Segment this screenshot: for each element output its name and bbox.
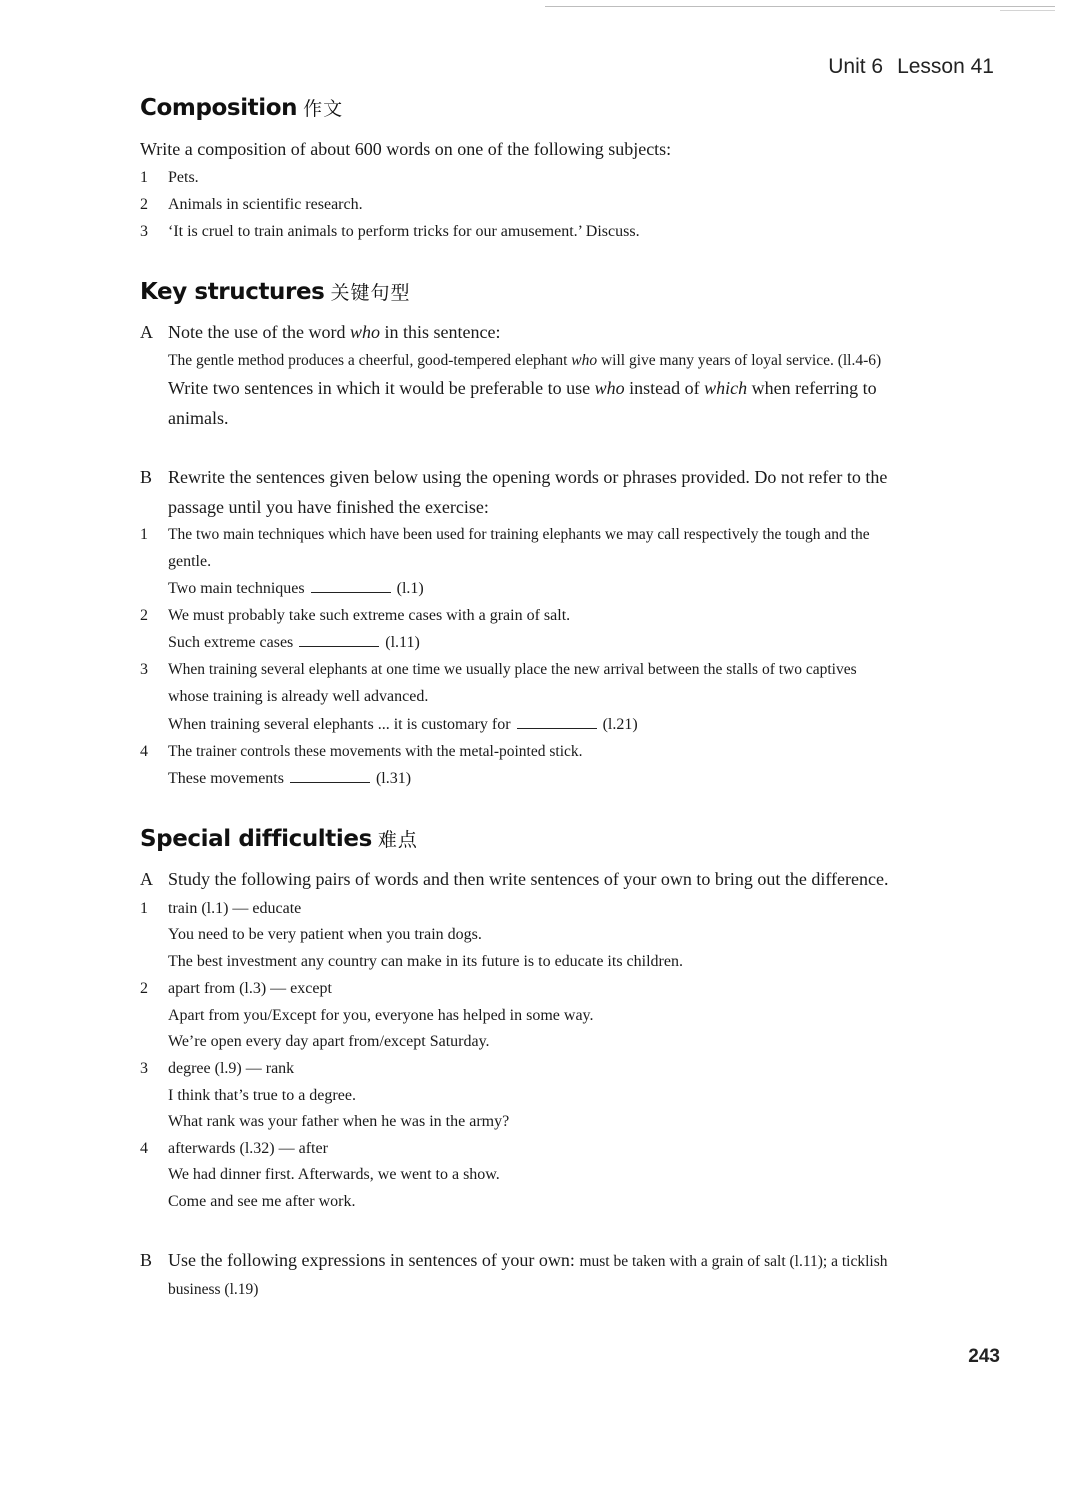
answer-blank[interactable]	[517, 718, 597, 729]
answer-blank[interactable]	[311, 582, 391, 593]
key-structures-heading-cn: 关键句型	[330, 282, 411, 304]
word-pair-example: You need to be very patient when you train dogs.	[168, 926, 482, 943]
running-head	[828, 55, 994, 79]
lesson-label: Lesson 41	[897, 55, 994, 78]
unit-label: Unit 6	[828, 55, 884, 78]
special-b-line2: business (l.19)	[168, 1281, 259, 1298]
special-difficulties-heading: Special difficulties 难点	[140, 826, 418, 852]
key-structures-a-task-line2: animals.	[168, 408, 229, 428]
top-rule-secondary	[1000, 10, 1055, 11]
exercise-prompt: These movements (l.31)	[168, 770, 412, 787]
answer-blank[interactable]	[299, 636, 379, 647]
special-difficulties-heading-cn: 难点	[377, 829, 418, 851]
word-pair-example: We’re open every day apart from/except Saturday.	[168, 1033, 490, 1050]
composition-heading-cn: 作文	[303, 98, 344, 120]
key-structures-b-intro-line2: passage until you have finished the exercise:	[168, 497, 489, 517]
exercise-prompt: Two main techniques (l.1)	[168, 580, 424, 597]
word-pair-example: Come and see me after work.	[168, 1193, 356, 1210]
composition-instruction: Write a composition of about 600 words on one of the following subjects:	[140, 139, 672, 159]
key-structures-a-example: The gentle method produces a cheerful, good-tempered elephant who will give many years of loyal service. (ll.4-6)	[168, 352, 882, 369]
page-number: 243	[968, 1346, 1000, 1367]
key-structures-heading: Key structures 关键句型	[140, 279, 411, 305]
composition-heading: Composition 作文	[140, 95, 344, 121]
word-pair-example: I think that’s true to a degree.	[168, 1087, 356, 1104]
top-rule	[545, 6, 1055, 7]
answer-blank[interactable]	[290, 772, 370, 783]
word-pair-example: We had dinner first. Afterwards, we went to a show.	[168, 1166, 500, 1183]
word-pair-example: What rank was your father when he was in the army?	[168, 1113, 510, 1130]
key-structures-a-task: Write two sentences in which it would be preferable to use who instead of which when referring to	[168, 378, 877, 398]
word-pair-example: The best investment any country can make in its future is to educate its children.	[168, 953, 683, 970]
exercise-prompt: When training several elephants ... it is customary for (l.21)	[168, 716, 638, 733]
exercise-item-line2: gentle.	[168, 553, 212, 570]
exercise-item-line2: whose training is already well advanced.	[168, 688, 429, 705]
word-pair-example: Apart from you/Except for you, everyone has helped in some way.	[168, 1007, 594, 1024]
exercise-prompt: Such extreme cases (l.11)	[168, 634, 420, 651]
